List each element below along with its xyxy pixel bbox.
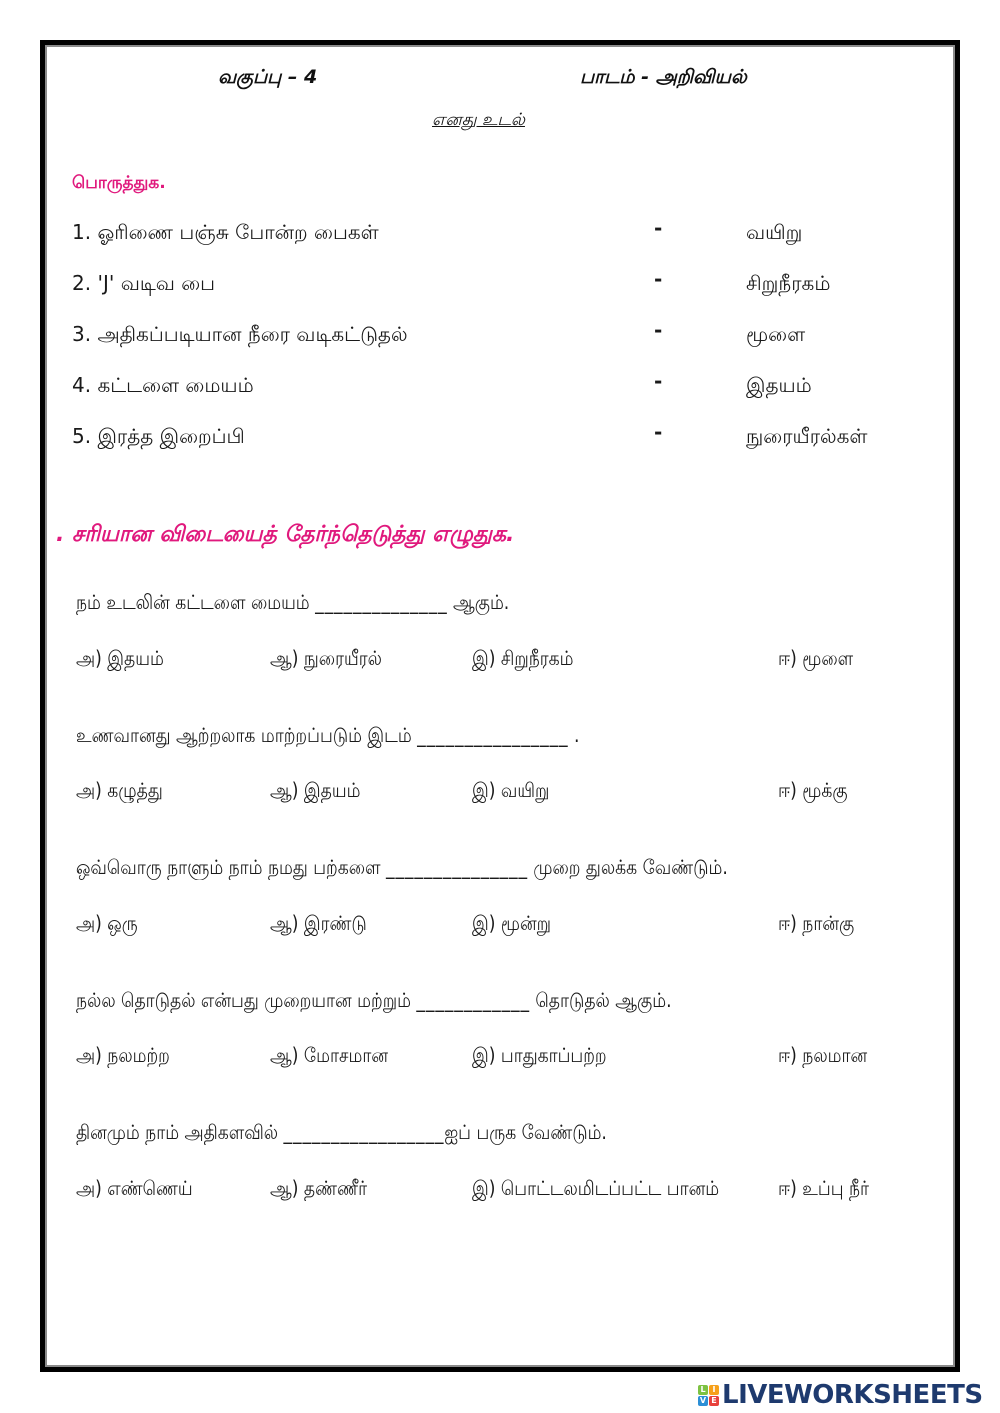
question-text: ஒவ்வொரு நாளும் நாம் நமது பற்களை	[76, 855, 387, 879]
option-d[interactable]: ஈ) மூக்கு	[778, 778, 848, 802]
class-label: வகுப்பு – 4	[218, 66, 318, 88]
option-d[interactable]: ஈ) நலமான	[778, 1043, 868, 1067]
question-3	[76, 855, 728, 882]
option-d[interactable]: ஈ) மூளை	[778, 646, 854, 670]
question-2	[76, 723, 579, 750]
live-tiles-icon	[698, 1385, 719, 1406]
match-right-item-4[interactable]: இதயம்	[746, 373, 812, 397]
option-c[interactable]: இ) பாதுகாப்பற்ற	[472, 1043, 607, 1067]
match-separator: -	[654, 420, 663, 444]
option-c[interactable]: இ) வயிறு	[472, 778, 550, 802]
question-text: .	[568, 723, 580, 747]
question-5	[76, 1120, 607, 1147]
option-d[interactable]: ஈ) உப்பு நீர்	[778, 1176, 869, 1200]
answer-blank[interactable]: _______________	[386, 855, 528, 879]
answer-blank[interactable]: ____________	[416, 988, 530, 1012]
logo-tile-e: E	[709, 1396, 719, 1406]
match-right-item-5[interactable]: நுரையீரல்கள்	[746, 424, 868, 448]
option-c[interactable]: இ) மூன்று	[472, 911, 552, 935]
match-left-item-5[interactable]: 5. இரத்த இறைப்பி	[72, 424, 245, 448]
subject-label: பாடம் - அறிவியல்	[580, 66, 747, 88]
mcq-section-heading: . சரியான விடையைத் தேர்ந்தெடுத்து எழுதுக.	[56, 522, 515, 547]
option-c[interactable]: இ) பொட்டலமிடப்பட்ட பானம்	[472, 1176, 720, 1200]
liveworksheets-logo[interactable]	[698, 1380, 983, 1410]
question-text: தினமும் நாம் அதிகளவில்	[76, 1120, 284, 1144]
question-text: முறை துலக்க வேண்டும்.	[527, 855, 728, 879]
answer-blank[interactable]: ______________	[315, 590, 448, 614]
match-section-heading: பொருத்துக.	[72, 173, 166, 193]
logo-tile-l: L	[698, 1385, 708, 1395]
option-a[interactable]: அ) எண்ணெய்	[76, 1176, 193, 1200]
match-separator: -	[654, 267, 663, 291]
option-b[interactable]: ஆ) தண்ணீர்	[270, 1176, 368, 1200]
match-separator: -	[654, 369, 663, 393]
option-b[interactable]: ஆ) இதயம்	[270, 778, 361, 802]
match-right-item-2[interactable]: சிறுநீரகம்	[746, 271, 831, 295]
option-b[interactable]: ஆ) இரண்டு	[270, 911, 367, 935]
option-b[interactable]: ஆ) மோசமான	[270, 1043, 389, 1067]
question-1	[76, 590, 509, 617]
match-separator: -	[654, 318, 663, 342]
match-left-item-1[interactable]: 1. ஓரிணை பஞ்சு போன்ற பைகள்	[72, 220, 379, 244]
option-c[interactable]: இ) சிறுநீரகம்	[472, 646, 574, 670]
match-right-item-1[interactable]: வயிறு	[746, 220, 803, 244]
match-left-item-3[interactable]: 3. அதிகப்படியான நீரை வடிகட்டுதல்	[72, 322, 408, 346]
question-text: ஆகும்.	[447, 590, 510, 614]
match-left-item-4[interactable]: 4. கட்டளை மையம்	[72, 373, 254, 397]
question-text: நல்ல தொடுதல் என்பது முறையான மற்றும்	[76, 988, 417, 1012]
option-a[interactable]: அ) நலமற்ற	[76, 1043, 170, 1067]
option-a[interactable]: அ) கழுத்து	[76, 778, 163, 802]
question-text: நம் உடலின் கட்டளை மையம்	[76, 590, 316, 614]
worksheet-title: எனது உடல்	[432, 110, 525, 130]
option-d[interactable]: ஈ) நான்கு	[778, 911, 855, 935]
logo-wordmark: LIVEWORKSHEETS	[722, 1380, 983, 1410]
question-text: ஐப் பருக வேண்டும்.	[444, 1120, 607, 1144]
match-separator: -	[654, 216, 663, 240]
option-a[interactable]: அ) ஒரு	[76, 911, 138, 935]
logo-tile-i: I	[709, 1385, 719, 1395]
question-text: உணவானது ஆற்றலாக மாற்றப்படும் இடம்	[76, 723, 418, 747]
answer-blank[interactable]: ________________	[417, 723, 569, 747]
question-text: தொடுதல் ஆகும்.	[529, 988, 672, 1012]
logo-tile-v: V	[699, 1396, 707, 1405]
match-left-item-2[interactable]: 2. 'J' வடிவ பை	[72, 271, 216, 295]
option-b[interactable]: ஆ) நுரையீரல்	[270, 646, 382, 670]
answer-blank[interactable]: _________________	[283, 1120, 445, 1144]
match-right-item-3[interactable]: மூளை	[746, 322, 806, 346]
option-a[interactable]: அ) இதயம்	[76, 646, 164, 670]
question-4	[76, 988, 672, 1015]
